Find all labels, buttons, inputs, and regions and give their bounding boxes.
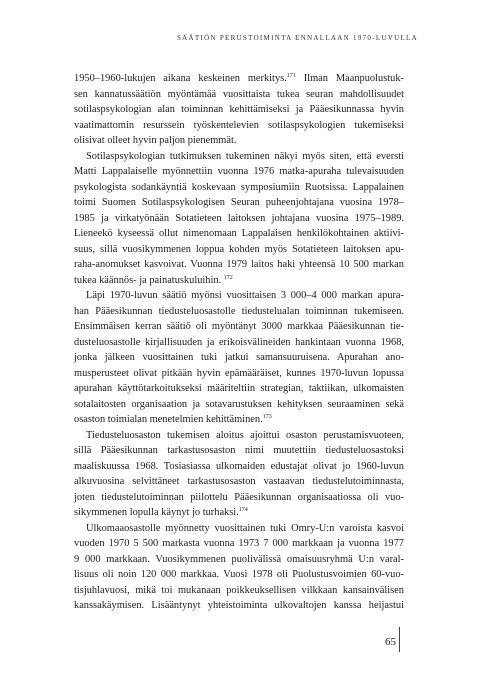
text-line (74, 288, 404, 304)
text-line (74, 149, 404, 165)
text-line (74, 304, 404, 320)
text-line (74, 536, 404, 552)
text-line (74, 211, 404, 227)
text-line (74, 428, 404, 444)
line-text: suus, sillä vuosikymmenen loppua kohden myös Sotatieteen laitoksen apu- (74, 243, 404, 255)
line-text: 1985 ja virkatyönään Sotatieteen laitoksen johtajana vuosina 1975–1989. (74, 212, 404, 224)
text-line (74, 242, 404, 258)
text-line (74, 397, 404, 413)
text-line (74, 598, 404, 614)
line-text: tukea käännös- ja painatuskuluihin. (74, 274, 224, 286)
text-line (74, 71, 404, 87)
text-line (74, 102, 404, 118)
text-line (74, 366, 404, 382)
line-text: lisuus oli noin 120 000 markkaa. Vuosi 1978 oli Puolustusvoimien 60-vuo- (74, 569, 404, 580)
line-text: Lieneekö kyseessä ollut nimenomaan Lappalaisen henkilökohtainen aktiivi- (74, 228, 404, 239)
line-text: kanssakäymisen. Lisääntynyt yhteistoiminta ulkovaltojen kanssa heijastui (74, 600, 404, 611)
line-text: Tiedusteluosaston tukemisen aloitus ajoittui osaston perustamisvuoteen, (86, 429, 404, 441)
text-line (74, 505, 404, 521)
text-line (74, 350, 404, 366)
text-line (74, 490, 404, 506)
text-line (74, 319, 404, 335)
text-line (74, 257, 404, 273)
text-line (74, 552, 404, 568)
text-line (74, 87, 404, 103)
line-text: jonka jälkeen vuosittainen tuki jatkui samansuuruisena. Apurahan ano- (74, 352, 404, 363)
line-text: vuoden 1970 5 500 markasta vuonna 1973 7 000 markkaan ja vuonna 1977 (74, 538, 404, 549)
page-number: 65 (385, 636, 396, 648)
text-line (74, 195, 404, 211)
text-line (74, 381, 404, 397)
text-line (74, 118, 404, 134)
page-number-rule (399, 627, 400, 652)
line-text: olisivat olleet hyvin paljon pienemmät. (74, 135, 237, 146)
line-text: sotalaitosten organisaation ja sotavarustuksen kehityksen seuraaminen sekä (74, 398, 404, 410)
line-text: alkuvuosina selvittäneet tarkastusosaston vastaavan tiedustelutoiminnasta, (74, 476, 404, 487)
text-line (74, 567, 404, 583)
text-line (74, 273, 404, 289)
line-text-continued: Ilman Maanpuolustuk- (295, 73, 404, 84)
line-text: Ensimmäisen kerran säätiö oli myöntänyt 3000 markkaa Pääesikunnan tie- (74, 321, 404, 332)
text-line (74, 164, 404, 180)
text-line (74, 133, 404, 149)
body-text (74, 71, 404, 614)
text-line (74, 443, 404, 459)
text-line (74, 335, 404, 351)
line-text: Läpi 1970-luvun säätiö myönsi vuosittaisen 3 000–4 000 markan apura- (86, 290, 404, 301)
line-text: Ulkomaaosastolle myönnetty vuosittainen tuki Omry-U:n varoista kasvoi (86, 522, 404, 534)
text-line (74, 459, 404, 475)
line-text: maaliskuussa 1968. Tosiasiassa ulkomaiden edustajat olivat jo 1960-luvun (74, 460, 404, 472)
text-line (74, 583, 404, 599)
line-text: raha-anomukset kasvoivat. Vuonna 1979 laitos haki yhteensä 10 500 markan (74, 259, 404, 270)
footnote-marker: 171 (286, 73, 296, 79)
text-line (74, 412, 404, 428)
line-text: sotilaspsykologian alan toiminnan kehittämiseksi ja Pääesikunnassa hyvin (74, 104, 404, 115)
line-text: sen kannatussäätiön myöntämää vuosittaista tukea seuran mahdollisuudet (74, 88, 404, 100)
line-text: joten tiedustelutoiminnan piilottelu Pääesikunnan organisaatiossa oli vuo- (74, 491, 404, 503)
running-header: SÄÄTIÖN PERUSTOIMINTA ENNALLAAN 1970-LUVULLA (176, 34, 418, 42)
line-text: vaatimattomin resurssein työskentelevien sotilaspsykologien tukemiseksi (74, 119, 404, 131)
line-text: toimi Suomen Sotilaspsykologisen Seuran puheenjohtajana vuosina 1978– (74, 197, 404, 208)
line-text: osaston toimialan menetelmien kehittäminen. (74, 414, 263, 425)
line-text: apurahan käyttötarkoitukseksi määriteltiin strategian, taktiikan, ulkomaisten (74, 383, 404, 394)
line-text: 1950–1960-lukujen aikana keskeinen merkitys. (74, 73, 287, 84)
line-text: Sotilaspsykologian tutkimuksen tukeminen näkyi myös siten, että eversti (86, 150, 404, 162)
footnote-marker: 174 (238, 507, 248, 513)
line-text: sikymmenen lopulla käynyt jo turhaksi. (74, 507, 239, 518)
line-text: sillä Pääesikunnan tarkastusosaston nimi muutettiin tiedusteluosastoksi (74, 445, 404, 456)
text-line (74, 180, 404, 196)
text-line (74, 474, 404, 490)
footnote-marker: 172 (223, 274, 233, 281)
footnote-marker: 173 (262, 414, 272, 420)
text-line (74, 521, 404, 537)
line-text: Matti Lappalaiselle myönnettiin vuonna 1976 matka-apuraha tulevaisuuden (74, 166, 404, 177)
line-text: psykologista sodankäyntiä koskevaan symposiumiin Ruotsissa. Lappalainen (74, 181, 404, 193)
line-text: 9 000 markkaan. Vuosikymmenen puolivälissä omaisuusryhmä U:n varal- (74, 553, 404, 565)
line-text: musperusteet olivat pitkään hyvin epämääräiset, kunnes 1970-luvun lopussa (74, 367, 404, 379)
text-line (74, 226, 404, 242)
line-text: tisjuhlavuosi, mikä toi mukanaan poikkeuksellisen vilkkaan kansainvälisen (74, 584, 404, 596)
line-text: dusteluosastolle kirjallisuuden ja erikoisvälineiden hankintaan vuonna 1968, (74, 336, 404, 348)
line-text: han Pääesikunnan tiedusteluosastolle tiedustelualan toiminnan tukemiseen. (74, 305, 404, 317)
